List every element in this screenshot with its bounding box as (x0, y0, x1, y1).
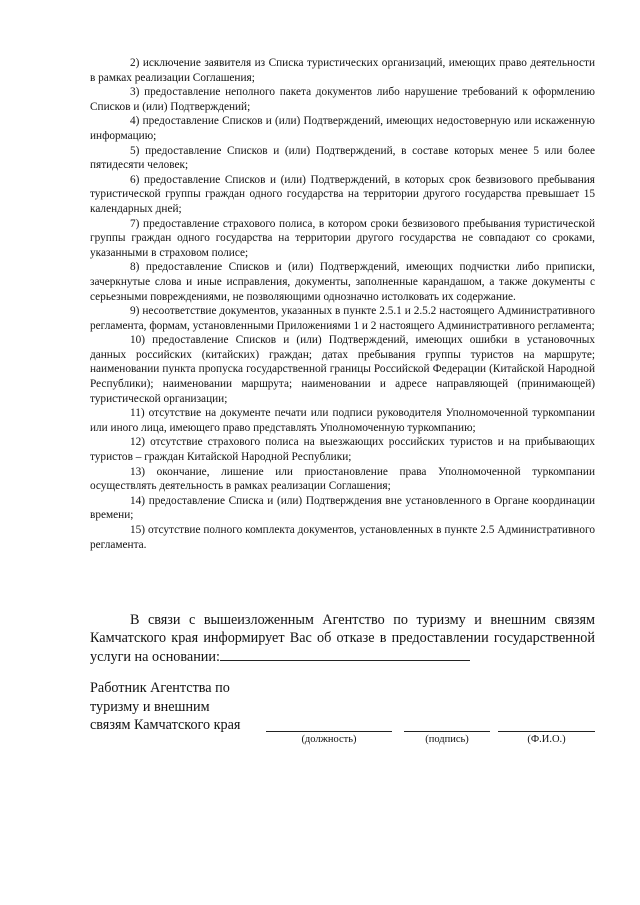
refusal-notice (90, 611, 595, 667)
list-item: 14) предоставление Списка и (или) Подтверждения вне установленного в Органе координации времени; (90, 494, 595, 522)
signature-label: (подпись) (425, 734, 469, 745)
full-name-line[interactable] (498, 731, 595, 732)
basis-fill-line[interactable] (220, 647, 470, 661)
list-item: 9) несоответствие документов, указанных в пункте 2.5.1 и 2.5.2 настоящего Административного регламента, формам, установленными Приложениями 1 и 2 настоящего Административного регламента; (90, 305, 595, 332)
list-item: 3) предоставление неполного пакета документов либо нарушение требований к оформлению Списков и (или) Подтверждений; (90, 86, 595, 113)
list-item: 6) предоставление Списков и (или) Подтверждений, в которых срок безвизового пребывания туристической группы граждан одного государства на территории другого государства превышает 15 календарных дней; (90, 173, 595, 215)
list-item: 15) отсутствие полного комплекта документов, установленных в пункте 2.5 Административного регламента. (90, 524, 595, 551)
position-label: (должность) (301, 734, 357, 745)
position-line[interactable] (266, 731, 392, 732)
list-item: 11) отсутствие на документе печати или подписи руководителя Уполномоченной туркомпании или иного лица, имеющего право представлять Уполномоченную туркомпанию; (90, 407, 595, 434)
signer-line: связям Камчатского края (90, 717, 241, 733)
list-item: 7) предоставление страхового полиса, в котором сроки безвизового пребывания туристической группы граждан одного государства на территории другого государства не совпадают со сроками, указанными в страховом полисе; (90, 217, 595, 259)
list-item: 13) окончание, лишение или приостановление права Уполномоченной туркомпании осуществлять деятельность в рамках реализации Соглашения; (90, 465, 595, 493)
list-item: 2) исключение заявителя из Списка туристических организаций, имеющих право деятельности в рамках реализации Соглашения; (90, 57, 595, 84)
list-item: 12) отсутствие страхового полиса на выезжающих российских туристов и на прибывающих туристов – граждан Китайской Народной Республики; (90, 436, 595, 464)
list-item: 5) предоставление Списков и (или) Подтверждений, в составе которых менее 5 или более пятидесяти человек; (90, 144, 595, 172)
refusal-grounds-list (90, 56, 595, 552)
list-item: 8) предоставление Списков и (или) Подтверждений, имеющих подчистки либо приписки, зачеркнутые слова и иные исправления, документы, заполненные карандашом, а также документы с серьезными повреждениями, не позволяющими однозначно истолковать их содержание. (90, 261, 595, 303)
notice-text: В связи с вышеизложенным Агентство по туризму и внешним связям Камчатского края информирует Вас об отказе в предоставлении государственной услуги на основании: (90, 612, 595, 666)
list-item: 4) предоставление Списков и (или) Подтверждений, имеющих недостоверную или искаженную информацию; (90, 115, 595, 142)
signer-line: туризму и внешним (90, 698, 210, 715)
full-name-label: (Ф.И.О.) (527, 734, 566, 745)
list-item: 10) предоставление Списков и (или) Подтверждений, имеющих ошибки в установочных данных российских (китайских) граждан; датах пребывания группы туристов на маршруте; наименовании пункта пропуска государственной границы Российской Федерации (Китайской Народной Республики); наименовании маршрута; наименовании и адресе направляющей (принимающей) туристической организации; (90, 334, 595, 405)
signer-title (90, 679, 265, 735)
signature-line[interactable] (404, 731, 490, 732)
signer-line: Работник Агентства по (90, 680, 230, 696)
